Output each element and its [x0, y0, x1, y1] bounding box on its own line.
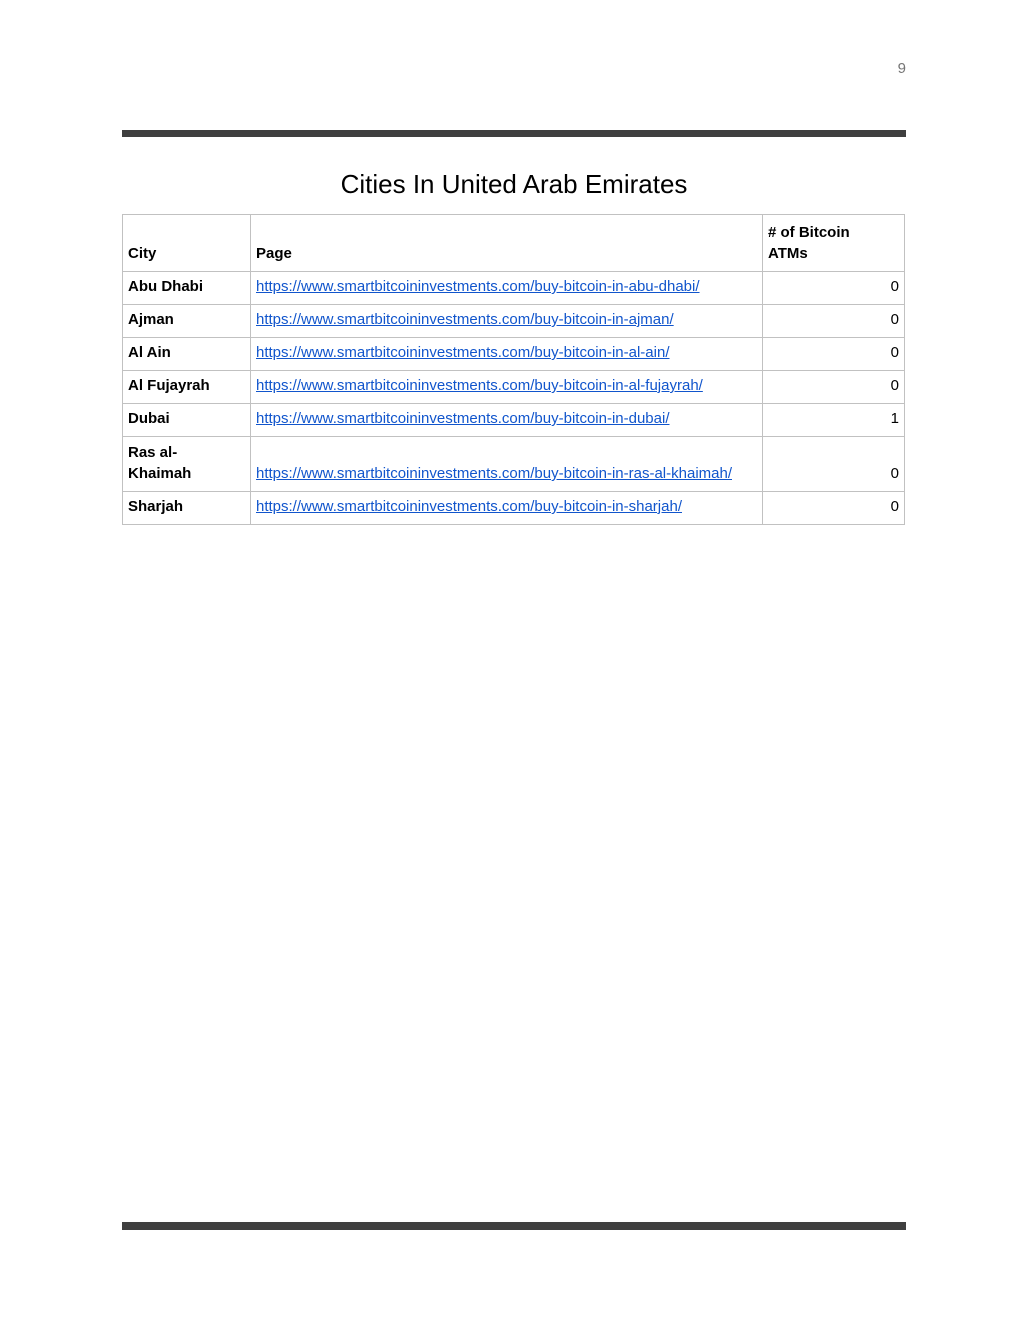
- atm-count-cell: 0: [763, 492, 905, 525]
- city-cell: Al Ain: [123, 338, 251, 371]
- city-cell: Ras al-Khaimah: [123, 437, 251, 492]
- page-cell: [251, 305, 763, 338]
- page-link[interactable]: https://www.smartbitcoininvestments.com/buy-bitcoin-in-ajman/: [256, 311, 674, 328]
- bottom-divider: [122, 1222, 906, 1230]
- cities-table: [122, 214, 905, 525]
- page-link[interactable]: https://www.smartbitcoininvestments.com/buy-bitcoin-in-al-ain/: [256, 344, 670, 361]
- column-header-city: City: [123, 215, 251, 272]
- atm-count-cell: 0: [763, 371, 905, 404]
- city-cell: Dubai: [123, 404, 251, 437]
- table-row: [123, 371, 905, 404]
- city-cell: Abu Dhabi: [123, 272, 251, 305]
- atm-count-cell: 1: [763, 404, 905, 437]
- page-link[interactable]: https://www.smartbitcoininvestments.com/buy-bitcoin-in-dubai/: [256, 410, 670, 427]
- page-cell: [251, 338, 763, 371]
- table-row: [123, 492, 905, 525]
- city-cell: Al Fujayrah: [123, 371, 251, 404]
- page-number: 9: [897, 60, 906, 77]
- table-header-row: [123, 215, 905, 272]
- page-link[interactable]: https://www.smartbitcoininvestments.com/buy-bitcoin-in-al-fujayrah/: [256, 377, 703, 394]
- atm-count-cell: 0: [763, 272, 905, 305]
- top-divider: [122, 130, 906, 137]
- page-cell: [251, 437, 763, 492]
- column-header-page: Page: [251, 215, 763, 272]
- table-row: [123, 404, 905, 437]
- column-header-atms: # of Bitcoin ATMs: [763, 215, 905, 272]
- table-row: [123, 305, 905, 338]
- page-title: Cities In United Arab Emirates: [340, 169, 688, 199]
- page-cell: [251, 272, 763, 305]
- atm-count-cell: 0: [763, 305, 905, 338]
- atm-count-cell: 0: [763, 338, 905, 371]
- page-cell: [251, 371, 763, 404]
- page-link[interactable]: https://www.smartbitcoininvestments.com/buy-bitcoin-in-sharjah/: [256, 498, 682, 515]
- table-row: [123, 272, 905, 305]
- page-cell: [251, 404, 763, 437]
- city-cell: Ajman: [123, 305, 251, 338]
- atm-count-cell: 0: [763, 437, 905, 492]
- table-row: [123, 338, 905, 371]
- page-cell: [251, 492, 763, 525]
- city-cell: Sharjah: [123, 492, 251, 525]
- table-row: [123, 437, 905, 492]
- page-link[interactable]: https://www.smartbitcoininvestments.com/buy-bitcoin-in-abu-dhabi/: [256, 278, 700, 295]
- page-link[interactable]: https://www.smartbitcoininvestments.com/buy-bitcoin-in-ras-al-khaimah/: [256, 465, 732, 482]
